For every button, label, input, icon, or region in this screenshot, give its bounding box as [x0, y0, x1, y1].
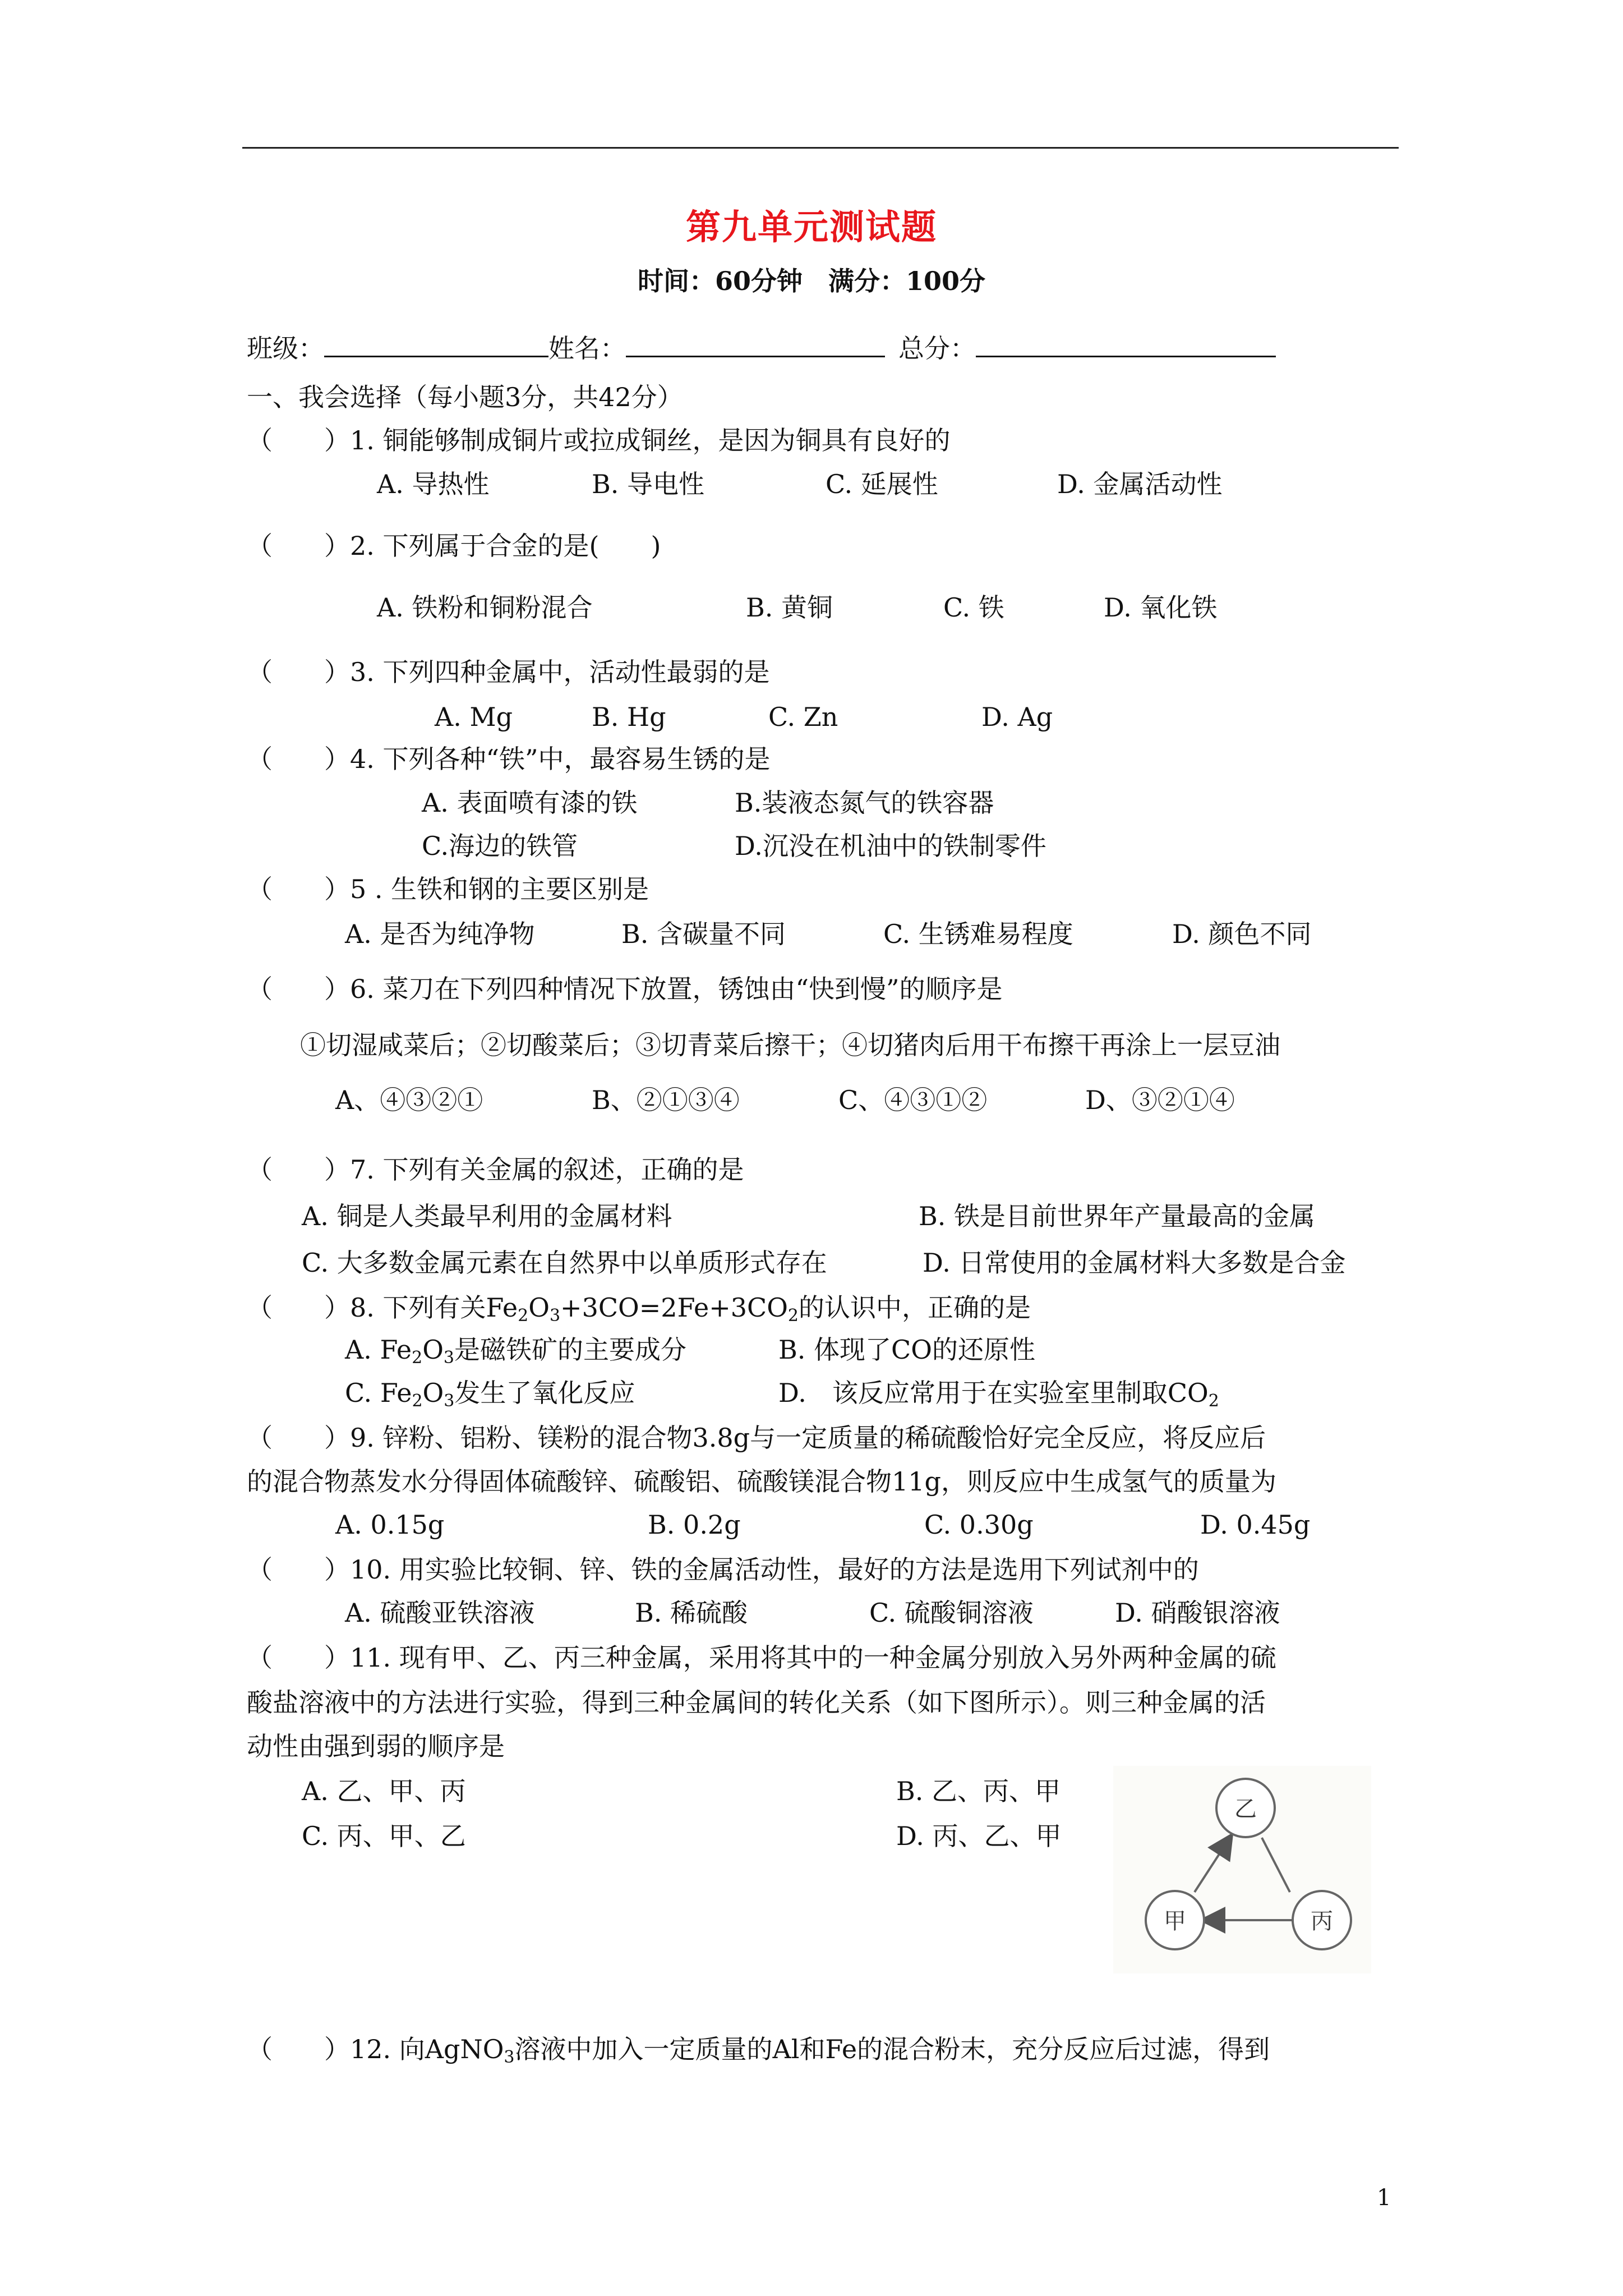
q4-option-b: B.装液态氮气的铁容器	[735, 788, 994, 818]
q9-option-b: B. 0.2g	[648, 1510, 741, 1540]
q11-option-a: A. 乙、甲、丙	[302, 1776, 466, 1806]
q5-option-a: A. 是否为纯净物	[345, 919, 535, 949]
q3-option-a: A. Mg	[435, 702, 513, 732]
metal-conversion-svg	[1113, 1766, 1371, 1973]
q6-option-d: D、③②①④	[1085, 1085, 1235, 1115]
question-10-stem: （ ）10. 用实验比较铜、锌、铁的金属活动性，最好的方法是选用下列试剂中的	[247, 1554, 1199, 1585]
q2-option-b: B. 黄铜	[746, 592, 833, 623]
q8-option-b: B. 体现了CO的还原性	[778, 1335, 1035, 1365]
q8-option-d: D. 该反应常用于在实验室里制取$CO_2$	[778, 1378, 1219, 1411]
question-11-stem-1: （ ）11. 现有甲、乙、丙三种金属，采用将其中的一种金属分别放入另外两种金属的硫	[247, 1642, 1276, 1673]
question-2-stem: （ ）2. 下列属于合金的是( )	[247, 531, 661, 561]
q9-option-a: A. 0.15g	[335, 1510, 445, 1540]
arrow-jia-to-yi	[1195, 1836, 1231, 1892]
q3-option-b: B. Hg	[592, 702, 666, 732]
q1-option-c: C. 延展性	[826, 469, 938, 499]
q1-option-a: A. 导热性	[377, 469, 490, 499]
total-blank[interactable]	[976, 331, 1276, 357]
question-3-stem: （ ）3. 下列四种金属中，活动性最弱的是	[247, 657, 770, 687]
q10-option-c: C. 硫酸铜溶液	[869, 1598, 1034, 1628]
q6-option-b: B、②①③④	[592, 1085, 740, 1115]
q10-option-b: B. 稀硫酸	[635, 1598, 748, 1628]
q4-option-c: C.海边的铁管	[422, 831, 578, 861]
node-yi-label: 乙	[1234, 1796, 1257, 1822]
info-line	[247, 331, 1276, 364]
class-label: 班级：	[247, 333, 324, 364]
q2-option-c: C. 铁	[943, 592, 1004, 623]
q6-option-c: C、④③①②	[838, 1085, 988, 1115]
q10-option-a: A. 硫酸亚铁溶液	[345, 1598, 535, 1628]
name-label: 姓名：	[548, 333, 626, 364]
arrow-bing-to-yi	[1262, 1838, 1290, 1892]
q3-option-c: C. Zn	[768, 702, 838, 732]
node-jia-label: 甲	[1164, 1908, 1186, 1934]
q10-option-d: D. 硝酸银溶液	[1115, 1598, 1280, 1628]
section-heading: 一、我会选择（每小题3分，共42分）	[247, 382, 683, 412]
q7-option-d: D. 日常使用的金属材料大多数是合金	[923, 1248, 1346, 1278]
node-bing-label: 丙	[1311, 1908, 1333, 1934]
question-5-stem: （ ）5 . 生铁和钢的主要区别是	[247, 874, 649, 904]
question-6-stem: （ ）6. 菜刀在下列四种情况下放置，锈蚀由“快到慢”的顺序是	[247, 974, 1003, 1004]
q4-option-a: A. 表面喷有漆的铁	[422, 788, 638, 818]
question-4-stem: （ ）4. 下列各种“铁”中，最容易生锈的是	[247, 744, 771, 774]
q7-option-b: B. 铁是目前世界年产量最高的金属	[919, 1201, 1316, 1231]
q5-option-d: D. 颜色不同	[1172, 919, 1312, 949]
q9-option-d: D. 0.45g	[1200, 1510, 1311, 1540]
question-8-stem: （ ）8. 下列有关$Fe_2O_3+3CO=2Fe+3CO_2$的认识中，正确的是	[247, 1292, 1031, 1326]
q6-conditions: ①切湿咸菜后；②切酸菜后；③切青菜后擦干；④切猪肉后用干布擦干再涂上一层豆油	[300, 1030, 1280, 1060]
q6-option-a: A、④③②①	[335, 1085, 483, 1115]
q11-option-b: B. 乙、丙、甲	[896, 1776, 1061, 1806]
q2-option-a: A. 铁粉和铜粉混合	[377, 592, 593, 623]
q2-option-d: D. 氧化铁	[1104, 592, 1218, 623]
q7-option-c: C. 大多数金属元素在自然界中以单质形式存在	[302, 1248, 827, 1278]
q11-option-c: C. 丙、甲、乙	[302, 1821, 466, 1851]
exam-time-score: 时间：60分钟 满分：100分	[637, 266, 986, 296]
question-9-stem-2: 的混合物蒸发水分得固体硫酸锌、硫酸铝、硫酸镁混合物11g，则反应中生成氢气的质量为	[247, 1466, 1276, 1497]
question-11-stem-2: 酸盐溶液中的方法进行实验，得到三种金属间的转化关系（如下图所示）。则三种金属的活	[247, 1687, 1266, 1718]
total-label: 总分：	[898, 333, 976, 364]
q9-option-c: C. 0.30g	[924, 1510, 1034, 1540]
question-1-stem: （ ）1. 铜能够制成铜片或拉成铜丝，是因为铜具有良好的	[247, 425, 951, 455]
question-12-stem: （ ）12. 向AgNO$_3$溶液中加入一定质量的Al和Fe的混合粉末，充分反应后过滤，得到	[247, 2034, 1270, 2067]
header-rule	[242, 147, 1399, 149]
question-11-stem-3: 动性由强到弱的顺序是	[247, 1731, 505, 1761]
question-7-stem: （ ）7. 下列有关金属的叙述，正确的是	[247, 1154, 744, 1185]
q8-option-a: A. $Fe_2O_3$是磁铁矿的主要成分	[345, 1335, 686, 1368]
q1-option-d: D. 金属活动性	[1057, 469, 1223, 499]
q1-option-b: B. 导电性	[592, 469, 705, 499]
metal-conversion-diagram	[1113, 1766, 1371, 1973]
q5-option-b: B. 含碳量不同	[621, 919, 786, 949]
class-blank[interactable]	[324, 331, 548, 357]
q11-option-d: D. 丙、乙、甲	[896, 1821, 1062, 1851]
q7-option-a: A. 铜是人类最早利用的金属材料	[302, 1201, 672, 1231]
question-9-stem-1: （ ）9. 锌粉、铝粉、镁粉的混合物3.8g与一定质量的稀硫酸恰好完全反应，将反应后	[247, 1423, 1266, 1453]
page-number: 1	[1377, 2185, 1391, 2211]
q8-option-c: C. $Fe_2O_3$发生了氧化反应	[345, 1378, 635, 1411]
q4-option-d: D.沉没在机油中的铁制零件	[735, 831, 1046, 861]
name-blank[interactable]	[626, 331, 885, 357]
page-title: 第九单元测试题	[685, 206, 937, 247]
q3-option-d: D. Ag	[981, 702, 1053, 732]
q5-option-c: C. 生锈难易程度	[883, 919, 1073, 949]
